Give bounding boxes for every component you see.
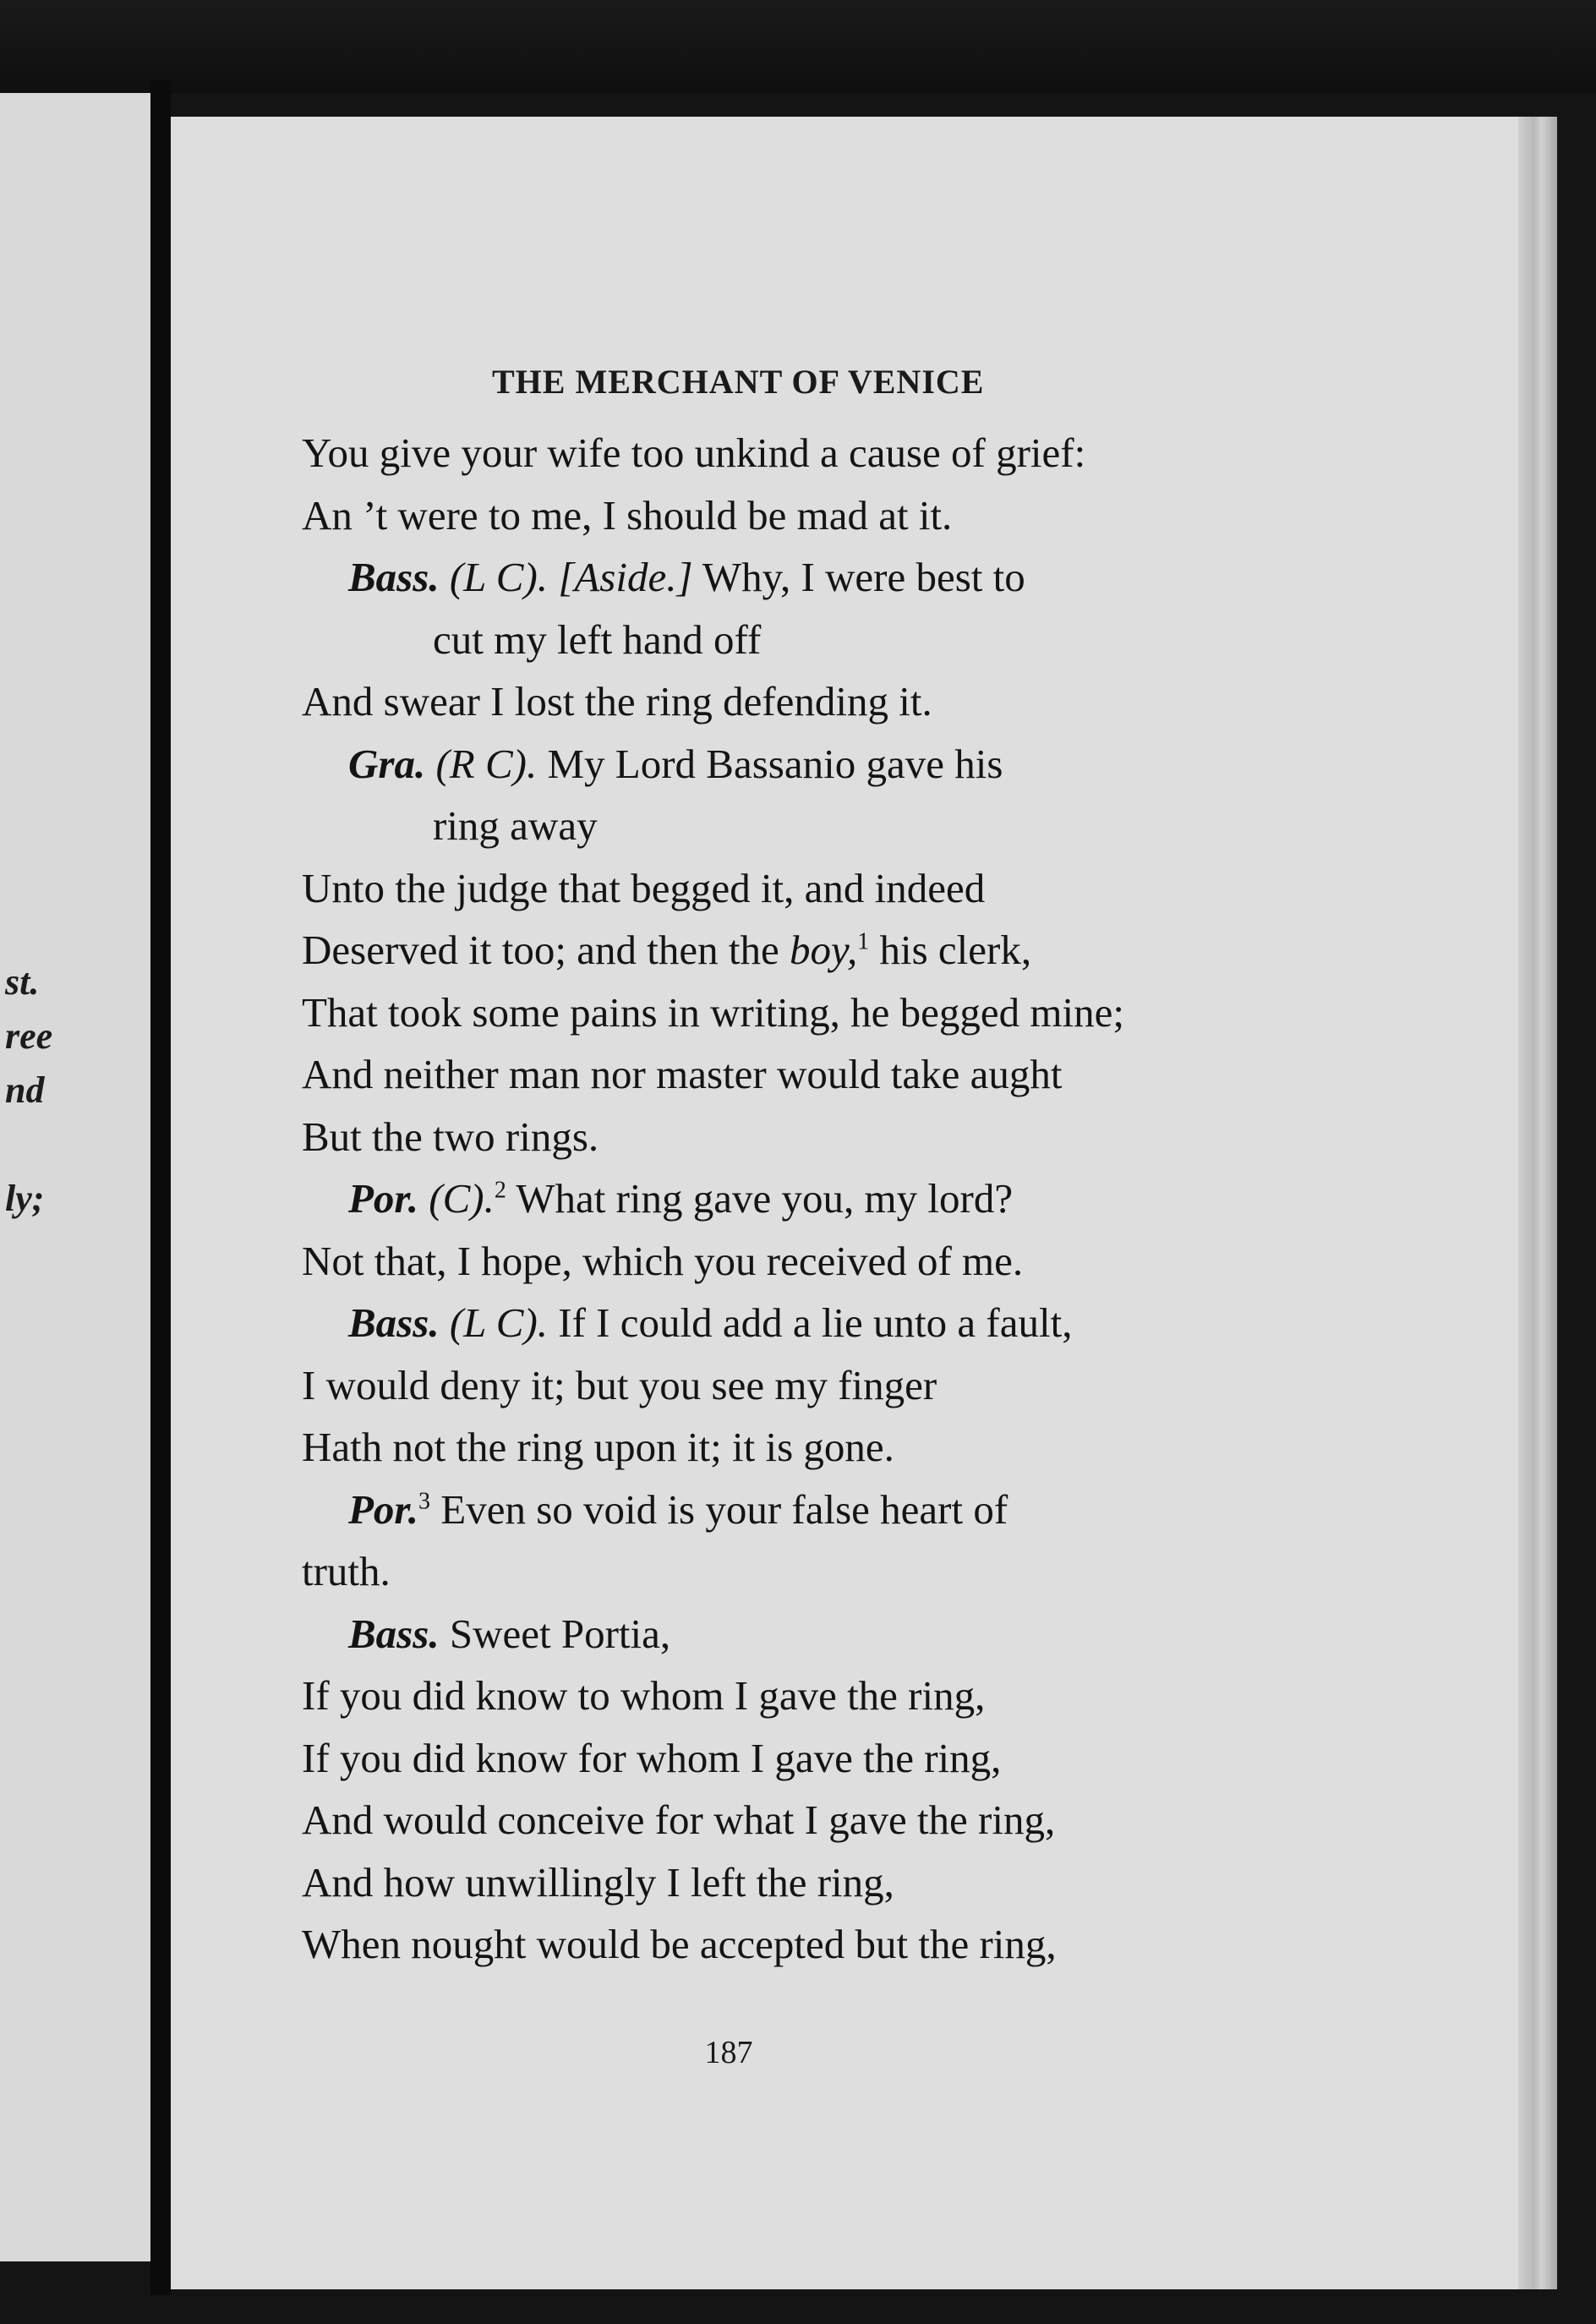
verse-line xyxy=(302,1360,937,1411)
line-text: Sweet Portia, xyxy=(439,1610,671,1657)
line-text: If you did know to whom I gave the ring, xyxy=(302,1672,986,1719)
speech-line xyxy=(348,552,1025,603)
stage-direction: (L C). [Aside.] xyxy=(439,554,693,600)
footnote-marker: 1 xyxy=(857,928,870,955)
line-text: My Lord Bassanio gave his xyxy=(537,740,1003,787)
line-text: What ring gave you, my lord? xyxy=(506,1175,1014,1222)
left-adjacent-page xyxy=(0,93,150,2261)
line-text: cut my left hand off xyxy=(433,615,762,663)
verse-line xyxy=(302,1857,894,1908)
line-text: And neither man nor master would take aught xyxy=(302,1051,1063,1097)
book-spine xyxy=(150,80,171,2295)
line-text: And how unwillingly I left the ring, xyxy=(302,1858,894,1906)
line-text: Unto the judge that begged it, and indeed xyxy=(302,864,986,911)
verse-line xyxy=(302,490,952,541)
line-text: ring away xyxy=(433,802,598,849)
line-text: An ’t were to me, I should be mad at it. xyxy=(302,491,953,539)
line-text: I would deny it; but you see my finger xyxy=(302,1361,937,1408)
line-text: That took some pains in writing, he begged mine; xyxy=(302,988,1125,1036)
verse-line xyxy=(302,1795,1055,1846)
line-text: And would conceive for what I gave the ring, xyxy=(302,1796,1056,1843)
verse-line xyxy=(302,1733,1001,1784)
speaker-name: Por. xyxy=(348,1485,419,1533)
speaker-name: Bass. xyxy=(348,554,440,600)
line-text: And swear I lost the ring defending it. xyxy=(302,678,932,725)
line-text: Hath not the ring upon it; it is gone. xyxy=(302,1424,894,1470)
page-edge xyxy=(1518,117,1557,2289)
speaker-name: Gra. xyxy=(348,740,426,787)
footnote-marker: 2 xyxy=(494,1177,506,1204)
verse-line xyxy=(302,1546,391,1597)
line-text: Not that, I hope, which you received of me. xyxy=(302,1237,1024,1284)
verse-line xyxy=(302,1049,1062,1100)
speech-line xyxy=(348,1298,1072,1348)
verse-line xyxy=(302,1422,894,1473)
verse-line xyxy=(302,925,1031,976)
verse-line xyxy=(302,1919,1057,1970)
stage-direction: (L C). xyxy=(439,1299,549,1346)
main-page xyxy=(171,117,1557,2289)
line-text: When nought would be accepted but the ring, xyxy=(302,1921,1057,1967)
verse-line xyxy=(302,1671,985,1721)
left-fragment-2: ree xyxy=(5,1015,53,1057)
stage-direction: (C). xyxy=(418,1175,495,1222)
verse-line xyxy=(302,676,932,727)
left-page-fragments xyxy=(5,955,52,1226)
footnote-marker: 3 xyxy=(418,1488,431,1515)
scan-top-border xyxy=(0,0,1596,93)
left-fragment-5: ly; xyxy=(5,1178,45,1219)
verse-line xyxy=(302,1112,598,1162)
line-text: Deserved it too; and then the xyxy=(302,927,779,973)
line-text: Why, I were best to xyxy=(692,554,1025,600)
line-text-tail: his clerk, xyxy=(869,927,1032,973)
line-text: Even so void is your false heart of xyxy=(430,1485,1008,1533)
speech-line xyxy=(348,1173,1013,1224)
verse-line xyxy=(433,801,598,851)
left-fragment-1: st. xyxy=(5,961,40,1003)
verse-line xyxy=(433,615,761,665)
line-text: If you did know for whom I gave the ring, xyxy=(302,1734,1002,1781)
line-text: But the two rings. xyxy=(302,1113,599,1160)
verse-line xyxy=(302,987,1124,1038)
left-fragment-3: nd xyxy=(5,1069,45,1111)
speech-line xyxy=(348,1609,670,1660)
italic-word: boy, xyxy=(779,927,858,973)
page-number: 187 xyxy=(704,2035,753,2070)
line-text: truth. xyxy=(302,1548,391,1594)
speech-line xyxy=(348,1485,1008,1535)
verse-line xyxy=(302,1236,1023,1287)
speaker-name: Por. xyxy=(348,1175,419,1222)
verse-line xyxy=(302,863,985,914)
speaker-name: Bass. xyxy=(348,1610,440,1657)
line-text: If I could add a lie unto a fault, xyxy=(548,1299,1073,1346)
verse-line xyxy=(302,428,1085,478)
running-head: THE MERCHANT OF VENICE xyxy=(492,363,985,401)
speech-line xyxy=(348,739,1003,790)
left-fragment-4 xyxy=(5,1118,52,1172)
speaker-name: Bass. xyxy=(348,1299,440,1346)
stage-direction: (R C). xyxy=(425,740,538,787)
line-text: You give your wife too unkind a cause of grief: xyxy=(302,429,1086,476)
